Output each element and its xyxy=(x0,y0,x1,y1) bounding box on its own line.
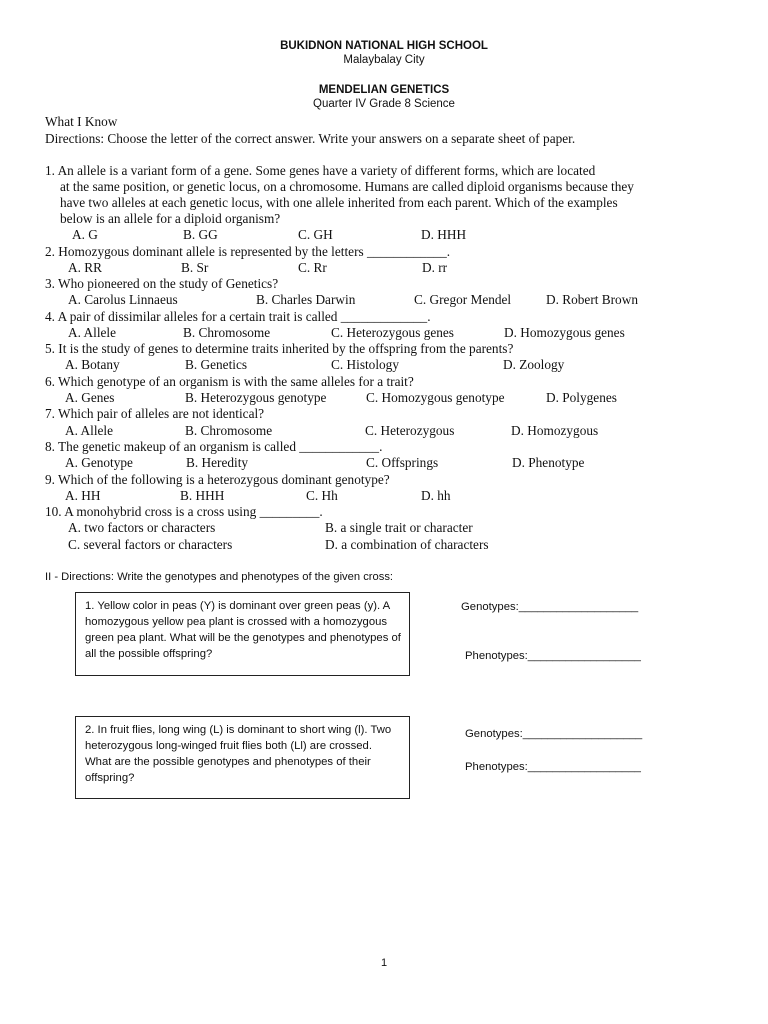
q10-choice-d: D. a combination of characters xyxy=(325,537,489,552)
q7-choice-b: B. Chromosome xyxy=(185,423,273,438)
question-2: 2. Homozygous dominant allele is represented by the letters ____________. xyxy=(45,244,451,259)
q6-choice-c: C. Homozygous genotype xyxy=(366,390,505,405)
q10-choice-b: B. a single trait or character xyxy=(325,520,473,535)
q10-choice-a: A. two factors or characters xyxy=(68,520,216,535)
q6-choice-a: A. Genes xyxy=(65,390,115,405)
q6-choice-d: D. Polygenes xyxy=(546,390,617,405)
q7-choice-d: D. Homozygous xyxy=(511,423,599,438)
q4-choice-a: A. Allele xyxy=(68,325,117,340)
problem-1-box xyxy=(75,592,410,676)
question-1-line-1: 1. An allele is a variant form of a gene. Some genes have a variety of different forms, which are located xyxy=(45,163,596,178)
problem-2-box xyxy=(75,716,410,799)
q5-choice-c: C. Histology xyxy=(331,357,399,372)
school-name: BUKIDNON NATIONAL HIGH SCHOOL xyxy=(280,40,488,52)
question-7: 7. Which pair of alleles are not identical? xyxy=(45,406,265,421)
problem-1-phenotypes-blank: Phenotypes:__________________ xyxy=(465,650,641,662)
question-5: 5. It is the study of genes to determine traits inherited by the offspring from the parents? xyxy=(45,341,514,356)
q4-choice-b: B. Chromosome xyxy=(183,325,271,340)
question-4: 4. A pair of dissimilar alleles for a certain trait is called _____________. xyxy=(45,309,431,324)
q7-choice-c: C. Heterozygous xyxy=(365,423,455,438)
problem-1-text: 1. Yellow color in peas (Y) is dominant over green peas (y). A homozygous yellow pea plant is crossed with a homozygous green pea plant. What will be the genotypes and phenotypes of all the possible offspring? xyxy=(85,600,401,660)
q9-choice-a: A. HH xyxy=(65,488,101,503)
q9-choice-c: C. Hh xyxy=(306,488,338,503)
problem-1-genotypes-blank: Genotypes:___________________ xyxy=(461,601,639,613)
q6-choice-b: B. Heterozygous genotype xyxy=(185,390,327,405)
page-number: 1 xyxy=(380,957,388,969)
section-directions: Directions: Choose the letter of the correct answer. Write your answers on a separate sheet of paper. xyxy=(45,131,576,146)
q2-choice-b: B. Sr xyxy=(181,260,209,275)
q1-choice-c: C. GH xyxy=(298,227,333,242)
q8-choice-a: A. Genotype xyxy=(65,455,133,470)
q1-choice-b: B. GG xyxy=(183,227,218,242)
q1-choice-a: A. G xyxy=(72,227,98,242)
question-1-line-3: have two alleles at each genetic locus, with one allele inherited from each parent. Which of the examples xyxy=(60,195,618,210)
document-subtitle: Quarter IV Grade 8 Science xyxy=(313,98,455,110)
q10-choice-c: C. several factors or characters xyxy=(68,537,233,552)
question-10: 10. A monohybrid cross is a cross using _________. xyxy=(45,504,323,519)
q8-choice-b: B. Heredity xyxy=(186,455,249,470)
question-1-line-4: below is an allele for a diploid organism? xyxy=(60,211,281,226)
q5-choice-b: B. Genetics xyxy=(185,357,248,372)
q7-choice-a: A. Allele xyxy=(65,423,114,438)
q3-choice-a: A. Carolus Linnaeus xyxy=(68,292,178,307)
question-9: 9. Which of the following is a heterozygous dominant genotype? xyxy=(45,472,390,487)
school-city: Malaybalay City xyxy=(343,54,425,66)
problem-2-text: 2. In fruit flies, long wing (L) is dominant to short wing (l). Two heterozygous long-winged fruit flies both (Ll) are crossed. What are the possible genotypes and phenotypes of their offspring? xyxy=(85,724,392,784)
q3-choice-b: B. Charles Darwin xyxy=(256,292,356,307)
question-1-line-2: at the same position, or genetic locus, on a chromosome. Humans are called diploid organisms because they xyxy=(60,179,634,194)
q8-choice-c: C. Offsprings xyxy=(366,455,439,470)
q3-choice-c: C. Gregor Mendel xyxy=(414,292,512,307)
question-6: 6. Which genotype of an organism is with the same alleles for a trait? xyxy=(45,374,414,389)
q2-choice-c: C. Rr xyxy=(298,260,327,275)
question-3: 3. Who pioneered on the study of Genetics? xyxy=(45,276,279,291)
q2-choice-d: D. rr xyxy=(422,260,448,275)
q8-choice-d: D. Phenotype xyxy=(512,455,585,470)
question-8: 8. The genetic makeup of an organism is called ____________. xyxy=(45,439,383,454)
section-2-directions: II - Directions: Write the genotypes and phenotypes of the given cross: xyxy=(45,571,394,583)
q9-choice-d: D. hh xyxy=(421,488,451,503)
section-heading: What I Know xyxy=(45,114,118,129)
q5-choice-a: A. Botany xyxy=(65,357,120,372)
q5-choice-d: D. Zoology xyxy=(503,357,565,372)
q2-choice-a: A. RR xyxy=(68,260,102,275)
q1-choice-d: D. HHH xyxy=(421,227,467,242)
q4-choice-c: C. Heterozygous genes xyxy=(331,325,454,340)
q3-choice-d: D. Robert Brown xyxy=(546,292,638,307)
problem-2-genotypes-blank: Genotypes:___________________ xyxy=(465,728,643,740)
problem-2-phenotypes-blank: Phenotypes:__________________ xyxy=(465,761,641,773)
document-title: MENDELIAN GENETICS xyxy=(318,84,450,96)
q9-choice-b: B. HHH xyxy=(180,488,225,503)
q4-choice-d: D. Homozygous genes xyxy=(504,325,625,340)
